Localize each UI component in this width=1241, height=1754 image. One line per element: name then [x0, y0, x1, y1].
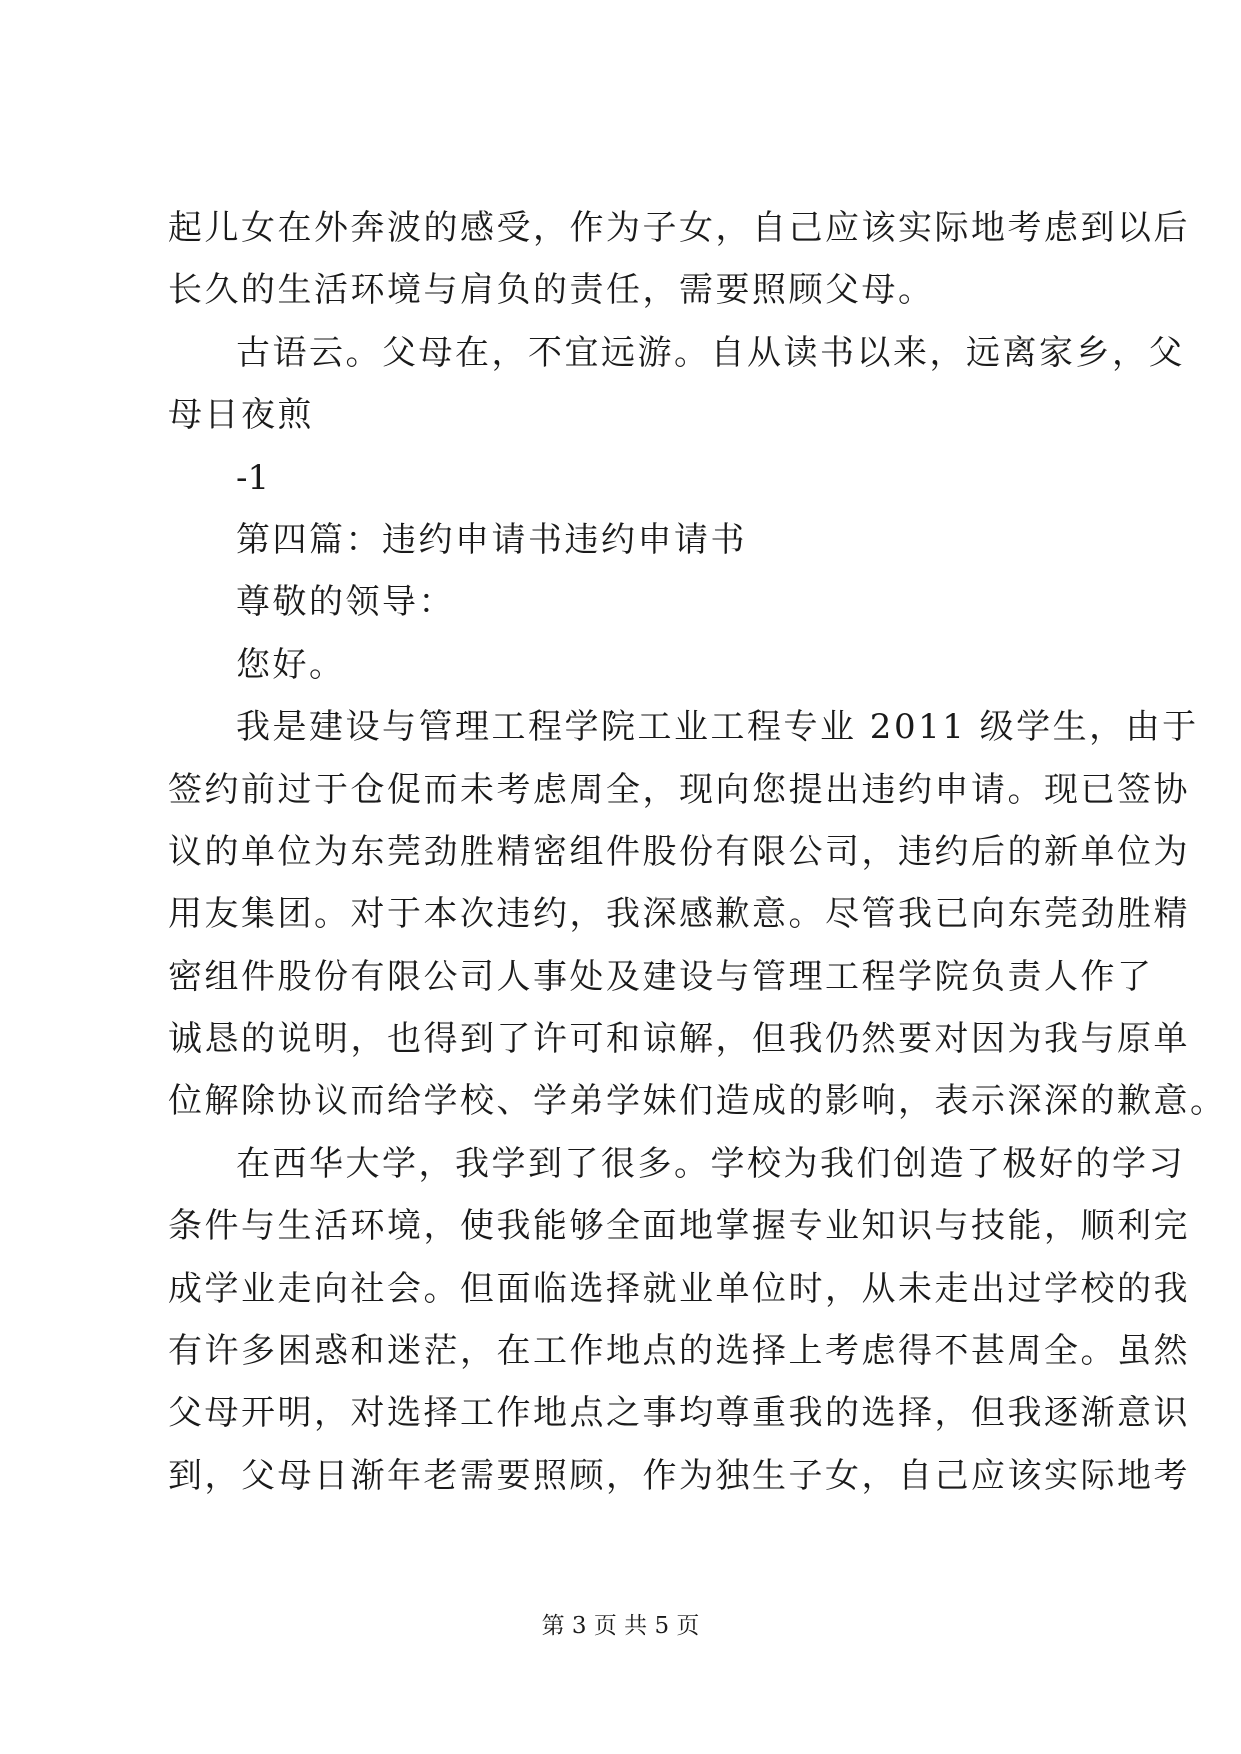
text-line: 有许多困惑和迷茫，在工作地点的选择上考虑得不甚周全。虽然	[168, 1331, 1190, 1372]
text-line: 诚恳的说明，也得到了许可和谅解，但我仍然要对因为我与原单	[168, 1019, 1190, 1060]
text-line: 起儿女在外奔波的感受，作为子女，自己应该实际地考虑到以后	[168, 208, 1190, 248]
text-line: 签约前过于仓促而未考虑周全，现向您提出违约申请。现已签协	[168, 769, 1190, 810]
text-line: 到，父母日渐年老需要照顾，作为独生子女，自己应该实际地考	[168, 1455, 1190, 1496]
text-line: 条件与生活环境，使我能够全面地掌握专业知识与技能，顺利完	[168, 1206, 1190, 1247]
text-line: 议的单位为东莞劲胜精密组件股份有限公司，违约后的新单位为	[168, 831, 1190, 872]
text-line: 用友集团。对于本次违约，我深感歉意。尽管我已向东莞劲胜精	[168, 894, 1190, 935]
paragraph-start-line: 古语云。父母在，不宜远游。自从读书以来，远离家乡，父	[236, 332, 1185, 373]
section-heading: 第四篇：违约申请书违约申请书	[236, 519, 747, 560]
paragraph-start-line: 在西华大学，我学到了很多。学校为我们创造了极好的学习	[236, 1143, 1185, 1184]
body-text	[168, 197, 1227, 1507]
text-line: 母日夜煎	[168, 395, 314, 436]
greeting: 您好。	[236, 644, 346, 685]
text-line: 位解除协议而给学校、学弟学妹们造成的影响，表示深深的歉意。	[168, 1081, 1227, 1122]
page-footer: 第 3 页 共 5 页	[541, 1613, 700, 1639]
text-line: 长久的生活环境与肩负的责任，需要照顾父母。	[168, 270, 935, 311]
text-line: 父母开明，对选择工作地点之事均尊重我的选择，但我逐渐意识	[168, 1393, 1190, 1434]
text-line: 成学业走向社会。但面临选择就业单位时，从未走出过学校的我	[168, 1268, 1190, 1309]
text-line: 密组件股份有限公司人事处及建设与管理工程学院负责人作了	[168, 956, 1154, 997]
page-marker: -1	[236, 457, 270, 498]
paragraph-start-line: 我是建设与管理工程学院工业工程专业 2011 级学生，由于	[236, 707, 1199, 748]
salutation: 尊敬的领导：	[236, 582, 455, 623]
